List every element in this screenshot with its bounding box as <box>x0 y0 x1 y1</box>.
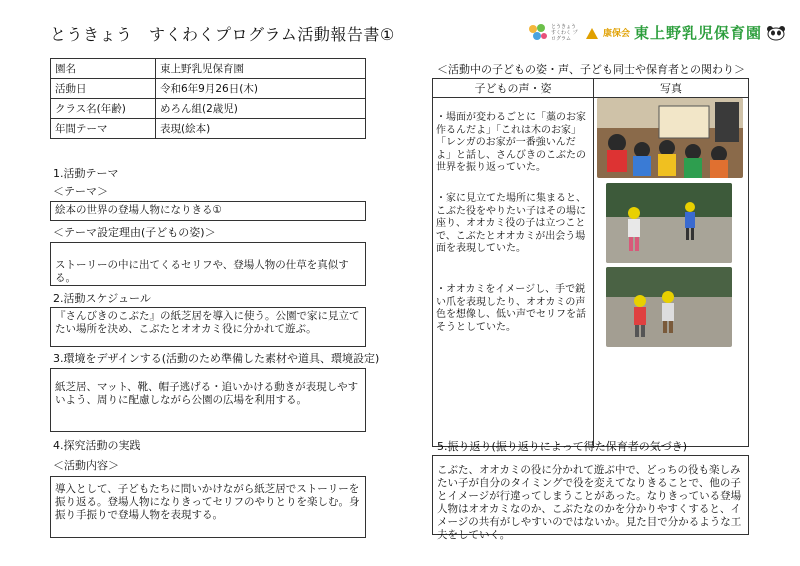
logo-corp: 康保会 <box>603 29 631 39</box>
theme-box: 絵本の世界の登場人物になりきる① <box>50 201 366 221</box>
table-row: 園名 東上野乳児保育園 <box>51 59 366 79</box>
section1-heading: 1.活動テーマ <box>53 167 119 180</box>
nursery-logo <box>527 22 786 43</box>
section3-heading: 3.環境をデザインする(活動のため準備した素材や道具、環境設定) <box>53 352 380 365</box>
corp-mark-icon <box>585 26 599 40</box>
schedule-box: 『さんびきのこぶた』の紙芝居を導入に使う。公園で家に見立てたい場所を決め、こぶたとオオカミ役に分かれて遊ぶ。 <box>50 307 366 347</box>
col-photo: 写真 <box>594 79 749 98</box>
panda-icon <box>766 25 786 41</box>
reason-label: ＜テーマ設定理由(子どもの姿)＞ <box>53 226 216 239</box>
right-heading: ＜活動中の子どもの姿・声、子ども同士や保育者との関わり＞ <box>437 63 745 76</box>
theme-label: ＜テーマ＞ <box>53 185 108 198</box>
content-label: ＜活動内容＞ <box>53 459 119 472</box>
table-row: クラス名(年齢) めろん組(2歳児) <box>51 99 366 119</box>
reflection-box: こぶた、オオカミの役に分かれて遊ぶ中で、どっちの役も楽しみたい子が自分のタイミングで役を変えてなりきることで、他の子とイメージが行違ってしまうことがあった。なりきっている登場人物はオオカミなのか、こぶたなのかを分かりやすくすると、イメージの共有がしやすいのではないか。見た目で分かるような工夫をしていく。 <box>432 455 749 535</box>
col-voice: 子どもの声・姿 <box>433 79 594 98</box>
activity-box: 導入として、子どもたちに問いかけながら紙芝居でストーリーを振り返る。登場人物になりきってセリフのやりとりを楽しむ。身振り手振りで登場人物を表現する。 <box>50 476 366 538</box>
sukuwaku-badge: とうきょう すくわく プログラム <box>527 23 581 43</box>
section5-heading: 5.振り返り(振り返りによって得た保育者の気づき) <box>437 440 688 453</box>
logo-name: 東上野乳児保育園 <box>634 24 763 42</box>
environment-box: 紙芝居、マット、靴、帽子逃げる・追いかける動きが表現しやすいよう、周りに配慮しながら公園の広場を利用する。 <box>50 368 366 432</box>
reason-box: ストーリーの中に出てくるセリフや、登場人物の仕草を真似する。 <box>50 242 366 286</box>
observation-3: ・オオカミをイメージし、手で鋭い爪を表現したり、オオカミの声色を想像し、低い声でセリフを話そうとしていた。 <box>436 284 586 333</box>
observation-2: ・家に見立てた場所に集まると、こぶた役をやりたい子はその場に座り、オオカミ役の子は立つことで、こぶたとオオカミが出会う場面を表現していた。 <box>436 193 586 254</box>
table-row: 年間テーマ 表現(絵本) <box>51 119 366 139</box>
photo-park-wolf <box>606 267 732 347</box>
table-row: 活動日 令和6年9月26日(木) <box>51 79 366 99</box>
photo-park-running <box>606 183 732 263</box>
flower-icon <box>527 23 549 43</box>
section4-heading: 4.探究活動の実践 <box>53 439 141 452</box>
photo-storytime <box>597 98 743 178</box>
page-title: とうきょう すくわくプログラム活動報告書① <box>50 25 395 44</box>
info-table <box>50 58 366 139</box>
observation-1: ・場面が変わるごとに「藁のお家作るんだよ」「これは木のお家」「レンガのお家が一番強いんだよ」と話し、さんびきのこぶたの世界を振り返っていた。 <box>436 112 586 173</box>
section2-heading: 2.活動スケジュール <box>53 292 151 305</box>
